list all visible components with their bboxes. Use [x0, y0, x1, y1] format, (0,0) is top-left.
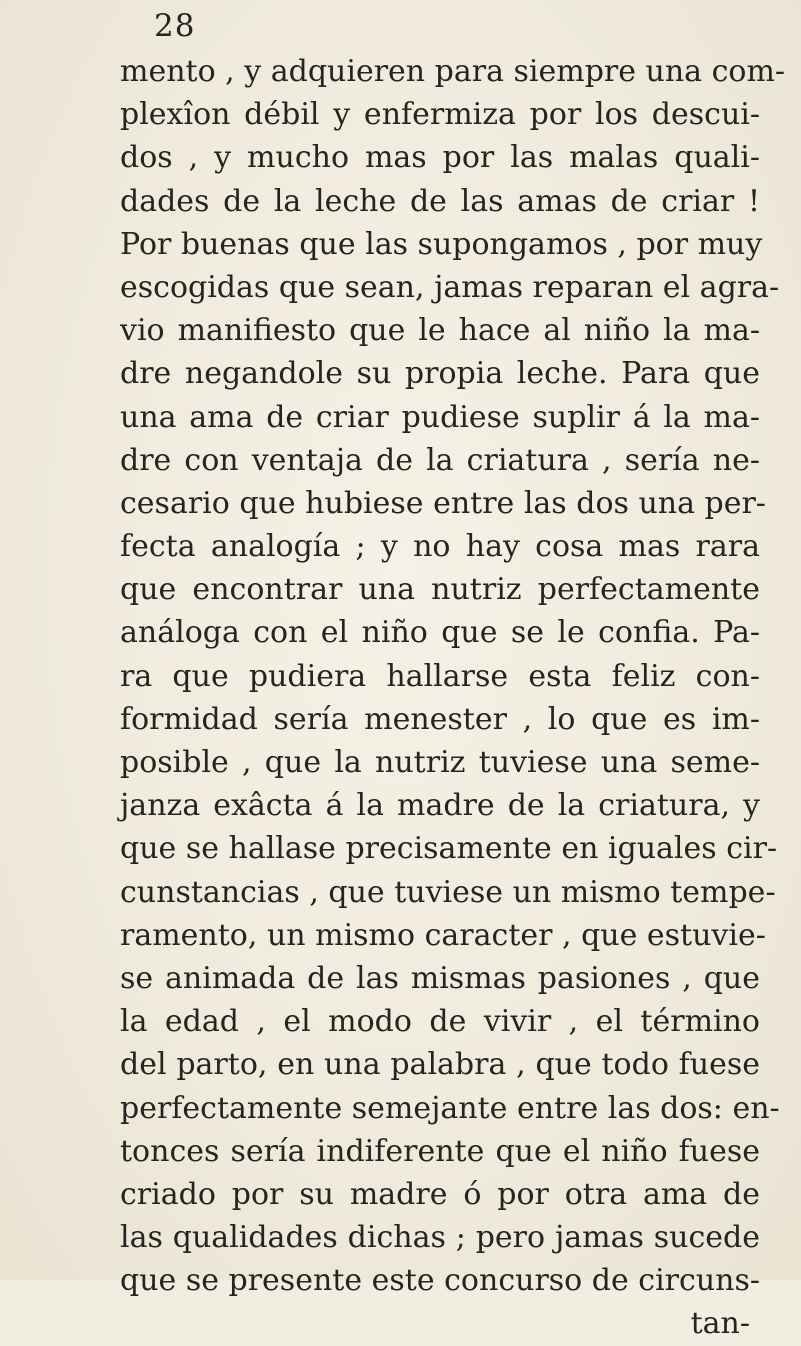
text-line: dre negandole su propia leche. Para que — [120, 356, 760, 392]
text-line: que se presente este concurso de circuns- — [120, 1263, 760, 1299]
text-line: dos , y mucho mas por las malas quali- — [120, 140, 760, 176]
text-line: janza exâcta á la madre de la criatura, y — [120, 788, 760, 824]
text-line: escogidas que sean, jamas reparan el agra- — [120, 269, 780, 305]
text-line: una ama de criar pudiese suplir á la ma- — [120, 399, 760, 435]
catchword: tan- — [690, 1306, 750, 1342]
text-line: cesario que hubiese entre las dos una per- — [120, 485, 766, 521]
text-line: análoga con el niño que se le confia. Pa- — [120, 615, 760, 651]
text-line: criado por su madre ó por otra ama de — [120, 1176, 760, 1212]
text-line: perfectamente semejante entre las dos: en- — [120, 1090, 780, 1126]
text-line: cunstancias , que tuviese un mismo tempe- — [120, 874, 776, 910]
text-line: se animada de las mismas pasiones , que — [120, 960, 760, 996]
text-line: formidad sería menester , lo que es im- — [120, 701, 760, 737]
text-line: Por buenas que las supongamos , por muy — [120, 226, 763, 262]
text-line: que encontrar una nutriz perfectamente — [120, 572, 760, 608]
text-line: que se hallase precisamente en iguales cir- — [120, 831, 778, 867]
text-line: mento , y adquieren para siempre una com- — [120, 54, 786, 89]
text-line: del parto, en una palabra , que todo fuese — [120, 1047, 760, 1083]
text-line: ramento, un mismo caracter , que estuvie- — [120, 917, 766, 953]
text-line: posible , que la nutriz tuviese una seme- — [120, 745, 760, 780]
text-line: la edad , el modo de vivir , el término — [120, 1004, 760, 1040]
text-line: fecta analogía ; y no hay cosa mas rara — [120, 529, 760, 565]
body-text — [120, 50, 786, 1346]
text-line: vio manifiesto que le hace al niño la ma- — [120, 313, 760, 349]
text-line: dre con ventaja de la criatura , sería ne- — [120, 442, 760, 478]
text-line: tonces sería indiferente que el niño fuese — [120, 1133, 760, 1169]
page-number: 28 — [154, 8, 196, 44]
text-line: ra que pudiera hallarse esta feliz con- — [120, 658, 760, 694]
text-line: dades de la leche de las amas de criar ! — [120, 183, 760, 219]
text-line: las qualidades dichas ; pero jamas sucede — [120, 1220, 760, 1256]
text-line: plexîon débil y enfermiza por los descui- — [120, 97, 760, 133]
